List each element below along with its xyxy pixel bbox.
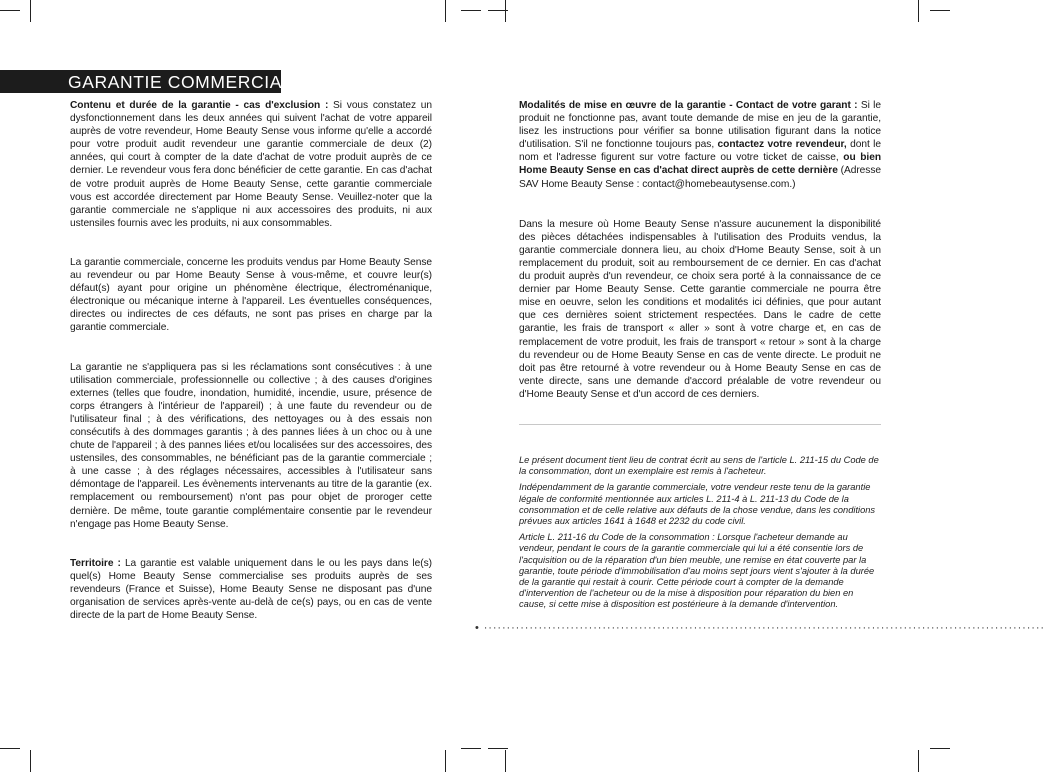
crop-mark	[0, 748, 20, 749]
legal-note: Indépendamment de la garantie commerciale, votre vendeur reste tenu de la garantie légale de conformité mentionnée aux articles L. 211-4 à L. 211-13 du Code de la consommation et de celle relative aux défauts de la chose vendue, dans les conditions prévues aux articles 1641 à 1648 et 2232 du code civil.	[519, 482, 876, 527]
legal-note: Le présent document tient lieu de contrat écrit au sens de l'article L. 211-15 du Code de la consommation, dont un exemplaire est remis à l'acheteur.	[519, 455, 879, 477]
crop-mark	[461, 748, 481, 749]
contact-reseller-text: contactez votre revendeur,	[717, 139, 847, 151]
crop-mark	[445, 0, 446, 22]
dotted-cut-line: • ···························································································································	[475, 622, 1045, 634]
paragraph-heading: Contenu et durée de la garantie - cas d'exclusion :	[70, 100, 329, 111]
crop-mark	[918, 0, 919, 22]
crop-mark	[488, 748, 508, 749]
paragraph-text: Si vous constatez un dysfonctionnement dans les deux années qui suivent l'achat de votre appareil auprès de votre revendeur, Home Beauty Sense vous informe qu'elle a accordé pour votre produit audit revendeur une garantie commerciale de deux (2) années, qui court à compter de la date d'achat de votre produit auprès de ce dernier. Le revendeur vous fera donc bénéficier de cette garantie. En cas d'achat de votre produit auprès de Home Beauty Sense, cette garantie commerciale vous est accordée directement par Home Beauty Sense. Veuillez-noter que la garantie commerciale ne s'applique ni aux accessoires des produits, ni aux ustensiles fournis avec les produits, ni aux consommables.	[70, 100, 433, 229]
sav-address-text: (Adresse SAV Home Beauty Sense : contact@homebeautysense.com.)	[519, 165, 881, 190]
left-column	[70, 99, 432, 622]
paragraph-text: Si le produit ne fonctionne pas, avant toute demande de mise en jeu de la garantie, lisez les instructions pour vérifier sa bonne utilisation figurant dans la notice d'utilisation. S'il ne fonctionne toujours pas,	[519, 100, 881, 151]
legal-notes	[519, 455, 881, 616]
legal-note: Article L. 211-16 du Code de la consommation : Lorsque l'acheteur demande au vendeur, pendant le cours de la garantie commerciale qui lui a été consentie lors de l'acquisition ou de la réparation d'un bien meuble, une remise en état couverte par la garantie, toute période d'immobilisation d'au moins sept jours vient s'ajouter à la durée de la garantie qui restait à courir. Cette période court à compter de la demande d'intervention de l'acheteur ou de la mise à disposition pour réparation du bien en cause, si cette mise à disposition est postérieure à la demande d'intervention.	[519, 532, 875, 610]
right-column	[519, 99, 881, 401]
crop-mark	[930, 10, 950, 11]
crop-mark	[505, 750, 506, 772]
crop-mark	[30, 0, 31, 22]
crop-mark	[30, 750, 31, 772]
paragraph-coverage: La garantie commerciale, concerne les produits vendus par Home Beauty Sense au revendeur ou par Home Beauty Sense à vous-même, et couvre leur(s) défaut(s) ayant pour origine un phénomène électrique, électroménanique, électronique ou mécanique interne à l'appareil. Les éventuelles conséquences, directes ou indirectes de ces défauts, ne sont pas prises en charge par la garantie commerciale.	[70, 256, 432, 334]
crop-mark	[461, 10, 481, 11]
paragraph-contact	[519, 99, 881, 191]
paragraph-duration	[70, 99, 432, 230]
crop-mark	[505, 0, 506, 22]
paragraph-parts-availability: Dans la mesure où Home Beauty Sense n'assure aucunement la disponibilité des pièces détachées indispensables à l'utilisation des Produits vendus, la garantie commerciale donnera lieu, au choix d'Home Beauty Sense, soit à un remplacement du produit, soit au remboursement de ce dernier. En cas d'achat du produit auprès d'un revendeur, ce choix sera porté à la connaissance de ce dernier par Home Beauty Sense. Cette garantie commerciale ne pourra être mise en oeuvre, selon les conditions et modalités ici définies, que pour autant que ces dernières soient strictement respectées. Dans le cadre de cette garantie, les frais de transport « aller » sont à votre charge et, en cas de remplacement de votre produit, les frais de transport « retour » sont à la charge du revendeur ou de Home Beauty Sense en cas de vente directe. Le produit ne doit pas être retourné à votre revendeur ou à Home Beauty Sense en cas de vente directe, sans une demande d'accord préalable de votre revendeur ou d'Home Beauty Sense et d'un accord de ces derniers.	[519, 218, 881, 400]
crop-mark	[930, 748, 950, 749]
paragraph-text: La garantie est valable uniquement dans le ou les pays dans le(s) quel(s) Home Beauty Sense commercialise ses produits auprès de ses revendeurs (France et Suisse), Home Beauty Sense ne disposant pas d'une organisation de services après-vente au-delà de ce(s) pays, ou en cas de vente directe de la part de Home Beauty Sense.	[70, 557, 432, 622]
crop-mark	[0, 10, 20, 11]
divider	[519, 424, 881, 425]
paragraph-heading: Territoire :	[70, 557, 121, 569]
crop-mark	[918, 750, 919, 772]
direct-purchase-text: ou bien Home Beauty Sense en cas d'achat direct auprès de cette dernière	[519, 152, 881, 177]
section-banner	[0, 70, 305, 93]
section-title: GARANTIE COMMERCIALE	[68, 72, 305, 92]
paragraph-text: dont le nom et l'adresse figurent sur votre facture ou votre ticket de caisse,	[519, 139, 881, 164]
paragraph-heading: Modalités de mise en œuvre de la garantie - Contact de votre garant :	[519, 100, 858, 111]
crop-mark	[488, 10, 508, 11]
paragraph-exclusions: La garantie ne s'appliquera pas si les réclamations sont consécutives : à une utilisation commerciale, professionnelle ou collective ; à des causes d'origines externes (telles que foudre, inondation, humidité, incendie, usure, présence de corps étrangers à l'intérieur de l'appareil) ; à une faute du revendeur ou de l'utilisateur final ; à des vérifications, des nettoyages ou à des essais non consécutifs à des dommages garantis ; à des pannes liées à un choc ou à une chute de l'appareil ; à des pannes liées et/ou localisées sur des accessoires, des ustensiles, des consommables, ne bénéficiant pas de la garantie commerciale ; à une casse ; à des réglages nécessaires, accessibles à l'utilisateur sans démontage de l'appareil. Les évènements intervenants au titre de la garantie (ex. remplacement ou remboursement) n'ont pas pour objet de proroger cette dernière. De même, toute garantie complémentaire consentie par le revendeur n'engage pas Home Beauty Sense.	[70, 361, 432, 530]
crop-mark	[445, 750, 446, 772]
paragraph-territory	[70, 557, 432, 622]
